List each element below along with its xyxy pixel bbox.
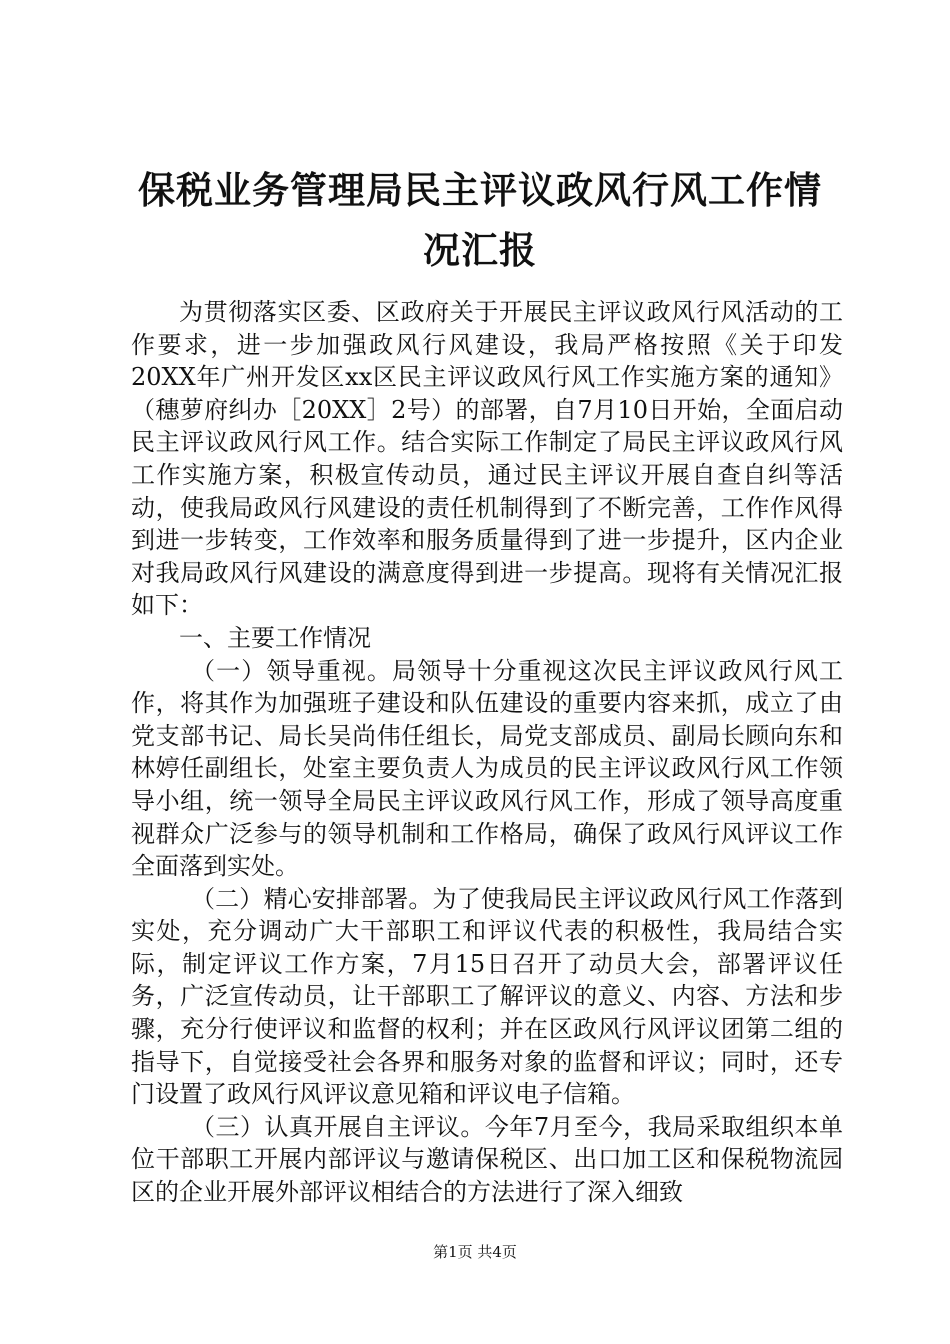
intro-paragraph: 为贯彻落实区委、区政府关于开展民主评议政风行风活动的工作要求，进一步加强政风行风建设，我局严格按照《关于印发20XX年广州开发区xx区民主评议政风行风工作实施方案的通知》（穗萝府纠办［20XX］2号）的部署，自7月10日开始，全面启动民主评议政风行风工作。结合实际工作制定了局民主评议政风行风工作实施方案，积极宣传动员，通过民主评议开展自查自纠等活动，使我局政风行风建设的责任机制得到了不断完善，工作作风得到进一步转变，工作效率和服务质量得到了进一步提升，区内企业对我局政风行风建设的满意度得到进一步提高。现将有关情况汇报如下： — [131, 298, 843, 620]
document-body — [131, 296, 843, 1209]
page-number: 第1页 共4页 — [433, 1243, 517, 1261]
subsection-paragraph-3: （三）认真开展自主评议。今年7月至今，我局采取组织本单位干部职工开展内部评议与邀请保税区、出口加工区和保税物流园区的企业开展外部评议相结合的方法进行了深入细致 — [131, 1112, 843, 1207]
document-title: 保税业务管理局民主评议政风行风工作情况汇报 — [138, 168, 822, 272]
subsection-paragraph-2: （二）精心安排部署。为了使我局民主评议政风行风工作落到实处，充分调动广大干部职工和评议代表的积极性，我局结合实际，制定评议工作方案，7月15日召开了动员大会，部署评议任务，广泛宣传动员，让干部职工了解评议的意义、内容、方法和步骤，充分行使评议和监督的权利；并在区政风行风评议团第二组的指导下，自觉接受社会各界和服务对象的监督和评议；同时，还专门设置了政风行风评议意见箱和评议电子信箱。 — [131, 884, 843, 1109]
section-heading: 一、主要工作情况 — [179, 623, 371, 652]
subsection-paragraph-1: （一）领导重视。局领导十分重视这次民主评议政风行风工作，将其作为加强班子建设和队伍建设的重要内容来抓，成立了由党支部书记、局长吴尚伟任组长，局党支部成员、副局长顾向东和林婷任副组长，处室主要负责人为成员的民主评议政风行风工作领导小组，统一领导全局民主评议政风行风工作，形成了领导高度重视群众广泛参与的领导机制和工作格局，确保了政风行风评议工作全面落到实处。 — [131, 656, 843, 881]
